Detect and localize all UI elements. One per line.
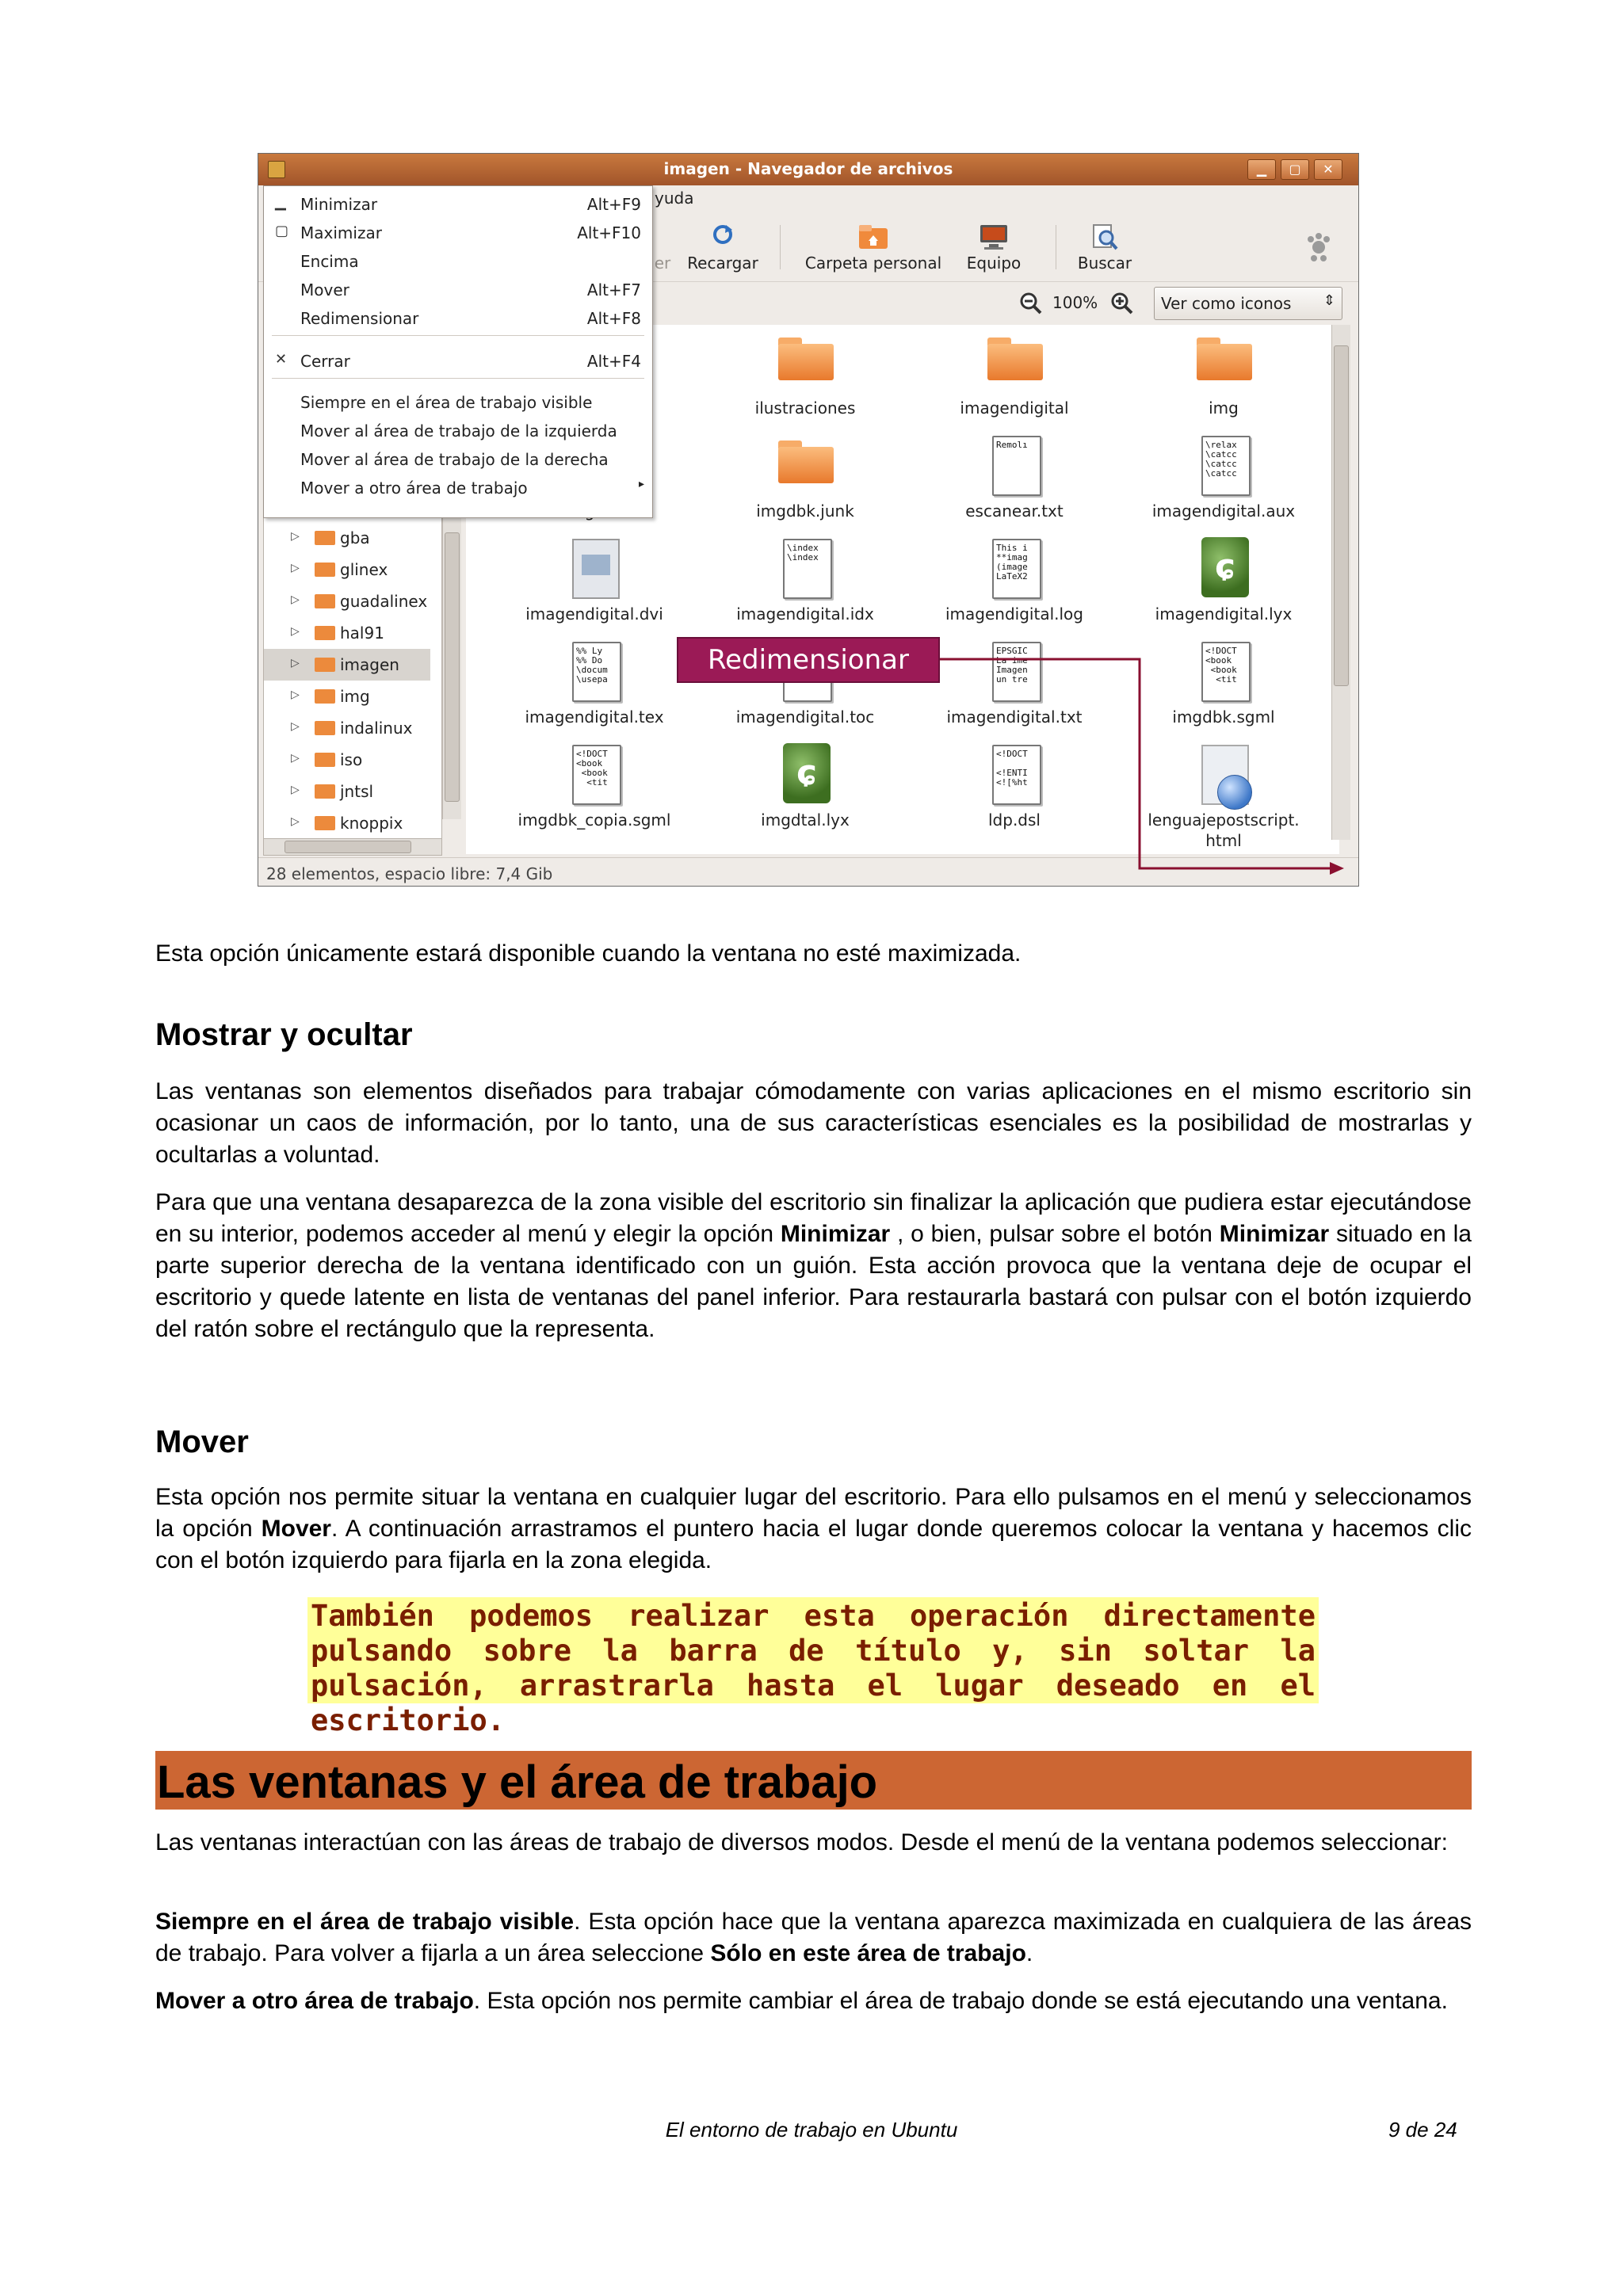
footer-title: El entorno de trabajo en Ubuntu [665, 2118, 958, 2142]
status-text: 28 elementos, espacio libre: 7,4 Gib [266, 864, 553, 883]
menu-item-label: Maximizar [300, 223, 382, 242]
menu-separator [272, 378, 644, 379]
sidebar-item-jntsl[interactable] [264, 776, 430, 807]
menu-help-partial[interactable]: yuda [655, 189, 694, 208]
file-item[interactable] [1128, 330, 1319, 433]
search-button[interactable] [1067, 211, 1143, 282]
menu-item-shortcut: Alt+F7 [586, 280, 641, 299]
file-item[interactable] [499, 536, 689, 639]
paragraph-areas: Las ventanas interactúan con las áreas de trabajo de diversos modos. Desde el menú de la ventana podemos seleccionar: [155, 1829, 1448, 1855]
file-name: imgdtal.lyx [761, 810, 850, 830]
submenu-arrow-icon: ▸ [638, 478, 644, 490]
expander-icon[interactable]: ▷ [291, 815, 300, 828]
menu-item-shortcut: Alt+F4 [586, 352, 641, 371]
file-manager-screenshot [258, 153, 1359, 887]
file-name: img [1209, 399, 1239, 418]
menu-item-redimensionar[interactable] [264, 303, 652, 332]
heading-mostrar-ocultar: Mostrar y ocultar [155, 1017, 413, 1052]
file-item[interactable] [1128, 433, 1319, 536]
folder-icon [315, 753, 335, 767]
sidebar-item-img[interactable] [264, 681, 430, 712]
sidebar-item-label: img [340, 687, 370, 706]
expander-icon[interactable]: ▷ [291, 593, 300, 606]
folder-icon [315, 784, 335, 799]
menu-item-mover-al-área-de-trabajo-de-la-derecha[interactable] [264, 444, 652, 473]
file-name: imgdbk.sgml [1172, 707, 1275, 727]
expander-icon[interactable]: ▷ [291, 784, 300, 796]
menu-item-mover[interactable] [264, 275, 652, 303]
folder-icon [315, 626, 335, 640]
throbber-icon [1304, 231, 1333, 263]
folder-icon [778, 441, 834, 483]
maximize-icon: ▢ [275, 223, 289, 239]
menu-item-cerrar[interactable] [264, 346, 652, 375]
text-file-icon: <!DOCT <book <book <tit [1201, 642, 1251, 702]
sidebar-item-indalinux[interactable] [264, 712, 430, 744]
sidebar-item-knoppix[interactable] [264, 807, 430, 839]
computer-button[interactable] [956, 211, 1032, 282]
home-folder-icon [857, 223, 889, 250]
zoom-out-icon[interactable] [1019, 292, 1043, 315]
menu-item-label: Mover al área de trabajo de la derecha [300, 450, 609, 469]
computer-label: Equipo [966, 254, 1022, 273]
status-bar [258, 857, 1358, 887]
computer-icon [978, 223, 1010, 250]
menu-item-label: Mover a otro área de trabajo [300, 479, 528, 498]
file-item[interactable] [710, 433, 900, 536]
file-item[interactable] [1128, 742, 1319, 850]
heading-areas: Las ventanas y el área de trabajo [157, 1756, 878, 1808]
folder-icon [315, 816, 335, 830]
menu-separator [272, 335, 644, 336]
close-button[interactable]: ✕ [1314, 159, 1342, 180]
file-name: imagendigital.toc [735, 707, 875, 727]
file-item[interactable] [499, 639, 689, 742]
web-file-icon [1201, 745, 1249, 805]
menu-item-label: Mover al área de trabajo de la izquierda [300, 421, 617, 441]
paragraph-mover: Esta opción nos permite situar la ventana en cualquier lugar del escritorio. Para ello pulsamos en el menú y seleccionamos la opción Mover. A continuación arrastramos el puntero hacia el lugar donde queremos colocar la ventana y hacemos clic con el botón izquierdo para fijarla en la zona elegida. [155, 1484, 1472, 1573]
file-name: imagendigital.dvi [525, 605, 663, 624]
availability-note: Esta opción únicamente estará disponible cuando la ventana no esté maximizada. [155, 940, 1022, 967]
expander-icon[interactable]: ▷ [291, 657, 300, 669]
sidebar-item-label: indalinux [340, 719, 413, 738]
minimize-icon: ▁ [275, 194, 286, 211]
menu-item-maximizar[interactable] [264, 218, 652, 246]
sidebar-item-label: glinex [340, 560, 388, 579]
search-icon [1090, 223, 1119, 252]
menu-item-label: Cerrar [300, 352, 350, 371]
search-label: Buscar [1077, 254, 1132, 273]
expander-icon[interactable]: ▷ [291, 530, 300, 543]
text-file-icon: <!DOCT <!ENTI <![%ht [992, 745, 1041, 805]
sidebar-horizontal-scrollbar[interactable] [263, 838, 442, 856]
sidebar-item-label: iso [340, 750, 363, 769]
expander-icon[interactable]: ▷ [291, 562, 300, 574]
file-name: imagendigital.log [945, 605, 1083, 624]
menu-item-label: Minimizar [300, 195, 378, 214]
section-heading-bar [155, 1751, 1472, 1810]
text-file-icon: \index \index [783, 539, 832, 599]
folder-icon [987, 338, 1043, 380]
sidebar-item-label: jntsl [340, 782, 374, 801]
page-number: 9 de 24 [1388, 2118, 1457, 2142]
menu-item-shortcut: Alt+F8 [586, 309, 641, 328]
folder-icon [315, 658, 335, 672]
sidebar-item-gba[interactable] [264, 522, 430, 554]
menu-item-label: Siempre en el área de trabajo visible [300, 393, 593, 412]
select-arrows-icon: ⇕ [1323, 292, 1335, 309]
zoom-level: 100% [1052, 293, 1098, 312]
menu-item-label: Encima [300, 252, 359, 271]
file-item[interactable] [919, 433, 1109, 536]
sidebar-item-glinex[interactable] [264, 554, 430, 585]
text-file-icon: This i **imag (image LaTeX2 [992, 539, 1041, 599]
expander-icon[interactable]: ▷ [291, 720, 300, 733]
menu-item-shortcut: Alt+F9 [586, 195, 641, 214]
menu-item-mover-al-área-de-trabajo-de-la-izquierda[interactable] [264, 416, 652, 444]
folder-icon [315, 689, 335, 704]
sidebar-item-guadalinex[interactable] [264, 585, 430, 617]
image-file-icon [572, 539, 620, 599]
reload-label: Recargar [687, 254, 758, 273]
zoom-in-icon[interactable] [1110, 292, 1134, 315]
lyx-file-icon: ɕ [1201, 537, 1249, 597]
file-name: imagendigital [960, 399, 1069, 418]
minimize-button[interactable]: ▁ [1247, 159, 1276, 180]
sidebar-item-label: gba [340, 528, 370, 547]
file-name: imgdbk.junk [756, 502, 854, 521]
close-icon: ✕ [275, 351, 288, 368]
file-item[interactable] [919, 639, 1109, 742]
file-item[interactable] [919, 742, 1109, 845]
folder-icon [1197, 338, 1252, 380]
file-item[interactable] [710, 536, 900, 639]
file-item[interactable] [919, 536, 1109, 639]
paragraph-mostrar-1: Las ventanas son elementos diseñados para trabajar cómodamente con varias aplicaciones en el mismo escritorio sin ocasionar un caos de información, por lo tanto, una de sus características esenciales es la posibilidad de mostrarlas y ocultarlas a voluntad. [155, 1078, 1472, 1168]
toolbar-cut-partial: er [654, 254, 671, 273]
expander-icon[interactable]: ▷ [291, 688, 300, 701]
file-name: ilustraciones [754, 399, 856, 418]
scrollbar-thumb[interactable] [445, 532, 460, 802]
file-item[interactable] [1128, 536, 1319, 639]
home-folder-button[interactable] [791, 211, 956, 282]
file-name: imagendigital.aux [1151, 502, 1296, 521]
lyx-file-icon: ɕ [783, 743, 831, 803]
sidebar-item-hal91[interactable] [264, 617, 430, 649]
sidebar-item-label: guadalinex [340, 592, 428, 611]
sidebar-item-label: hal91 [340, 624, 384, 643]
folder-icon [315, 563, 335, 577]
menu-item-label: Redimensionar [300, 309, 419, 328]
sidebar-item-label: imagen [340, 655, 399, 674]
file-name: imagendigital.txt [946, 707, 1083, 727]
sidebar-item-label: knoppix [340, 814, 403, 833]
tip-note: También podemos realizar esta operación directamente pulsando sobre la barra de título y, sin soltar la pulsación, arrastrarla hasta el lugar deseado en el escritorio. [307, 1597, 1319, 1703]
folder-icon [315, 721, 335, 735]
menu-item-mover-a-otro-área-de-trabajo[interactable] [264, 473, 652, 502]
folder-icon [315, 594, 335, 608]
file-item[interactable] [710, 330, 900, 433]
maximize-button[interactable]: ▢ [1281, 159, 1309, 180]
file-item[interactable] [710, 742, 900, 845]
reload-button[interactable] [678, 211, 767, 282]
file-item[interactable] [499, 742, 689, 845]
heading-mover: Mover [155, 1425, 249, 1459]
text-file-icon: Remolı [992, 436, 1041, 496]
view-as-value: Ver como iconos [1161, 294, 1292, 313]
scrollbar-thumb[interactable] [1334, 345, 1349, 686]
expander-icon[interactable]: ▷ [291, 625, 300, 638]
file-item[interactable] [1128, 639, 1319, 742]
toolbar-separator [780, 225, 781, 269]
scrollbar-thumb[interactable] [285, 841, 411, 853]
resize-callout: Redimensionar [677, 637, 940, 683]
view-as-select[interactable] [1154, 287, 1342, 320]
text-file-icon: <!DOCT <book <book <tit [572, 745, 621, 805]
sidebar-item-imagen[interactable] [264, 649, 430, 681]
paragraph-siempre: Siempre en el área de trabajo visible. Esta opción hace que la ventana aparezca maximizada en cualquiera de las áreas de trabajo. Para volver a fijarla a un área seleccione Sólo en este área de trabajo. [155, 1909, 1472, 1966]
file-name: ldp.dsl [988, 810, 1041, 830]
expander-icon[interactable]: ▷ [291, 752, 300, 765]
text-file-icon: EPSGIC La ime Imagen un tre [992, 642, 1041, 702]
menu-item-minimizar[interactable] [264, 189, 652, 218]
window-titlebar[interactable] [258, 154, 1358, 185]
text-file-icon: \relax \catcc \catcc \catcc [1201, 436, 1251, 496]
text-file-icon: %% Ly %% Do \docum \usepa [572, 642, 621, 702]
content-vertical-scrollbar[interactable] [1331, 325, 1350, 840]
file-name: imagendigital.tex [525, 707, 664, 727]
file-name: imagendigital.idx [736, 605, 874, 624]
file-name: lenguajepostscript. html [1148, 810, 1300, 850]
reload-icon [712, 223, 734, 246]
menu-item-label: Mover [300, 280, 349, 299]
file-name: imgdbk_copia.sgml [517, 810, 671, 830]
file-name: imagendigital.lyx [1155, 605, 1293, 624]
file-name: escanear.txt [965, 502, 1064, 521]
folder-icon [778, 338, 834, 380]
menu-item-siempre-en-el-área-de-trabajo-visible[interactable] [264, 387, 652, 416]
window-menu [263, 185, 653, 518]
menu-item-shortcut: Alt+F10 [577, 223, 641, 242]
paragraph-mostrar-2: Para que una ventana desaparezca de la zona visible del escritorio sin finalizar la aplicación que pudiera estar ejecutándose en su interior, podemos acceder al menú y elegir la opción Minimizar , o bien, pulsar sobre el botón Minimizar situado en la parte superior derecha de la ventana identificado con un guión. Esta acción provoca que la ventana deje de ocupar el escritorio y quede latente en lista de ventanas del panel inferior. Para restaurarla bastará con pulsar con el botón izquierdo del ratón sobre el rectángulo que la representa. [155, 1189, 1472, 1342]
folder-icon [315, 531, 335, 545]
sidebar-item-iso[interactable] [264, 744, 430, 776]
window-title: imagen - Navegador de archivos [663, 159, 953, 178]
file-item[interactable] [919, 330, 1109, 433]
paragraph-otro-area: Mover a otro área de trabajo. Esta opción nos permite cambiar el área de trabajo donde se está ejecutando una ventana. [155, 1988, 1448, 2014]
home-folder-label: Carpeta personal [804, 254, 942, 273]
menu-item-encima[interactable] [264, 246, 652, 275]
